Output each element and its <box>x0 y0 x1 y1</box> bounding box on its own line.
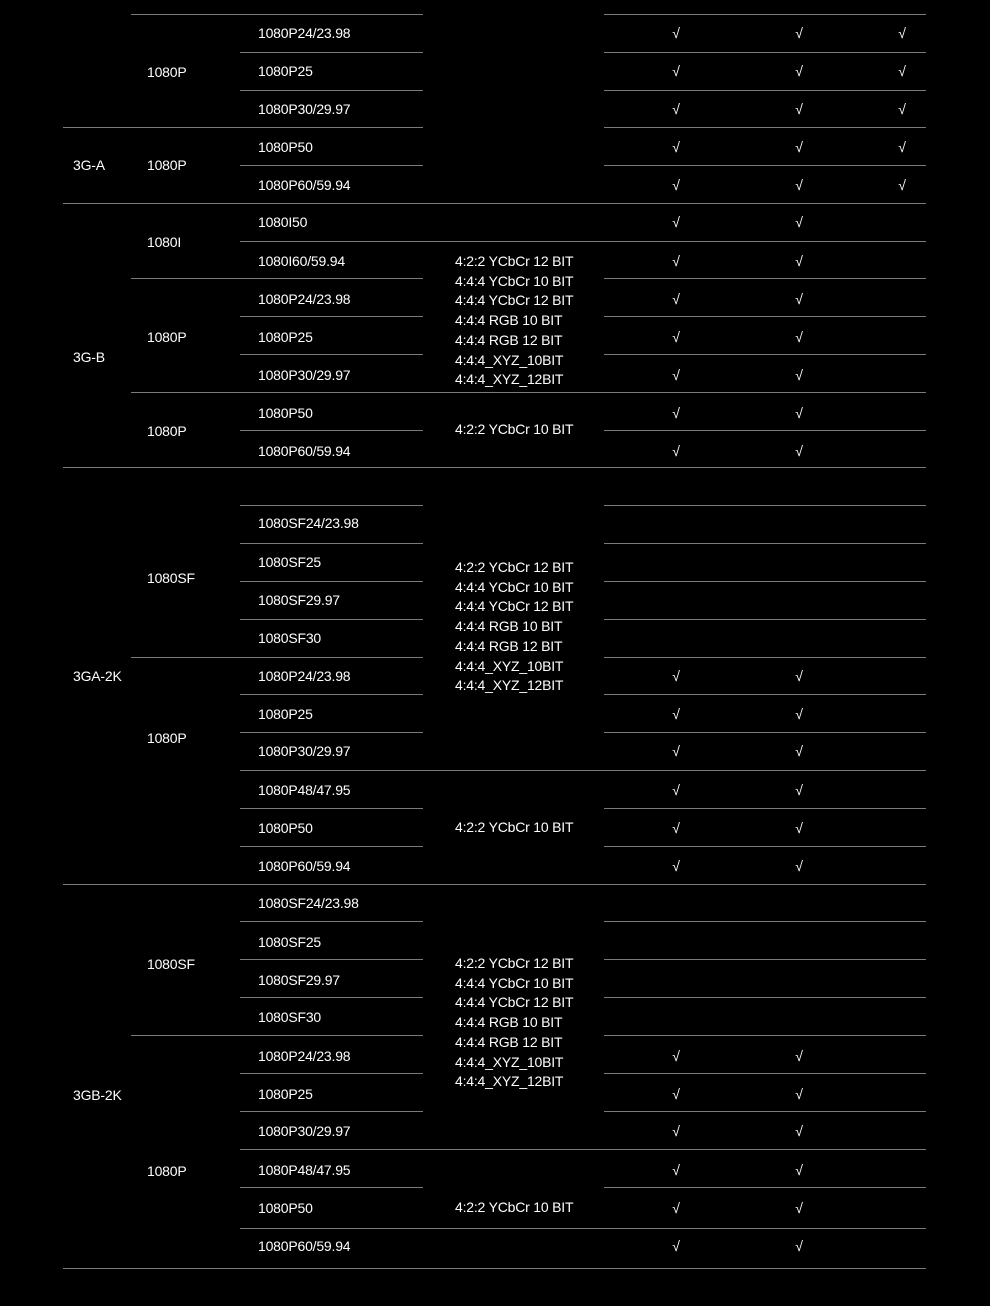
row-divider <box>240 997 423 998</box>
check-mark-icon: √ <box>795 367 803 383</box>
check-mark-icon: √ <box>672 1162 680 1178</box>
row-divider <box>240 959 423 960</box>
colorspace-line: 4:4:4 YCbCr 12 BIT <box>455 994 574 1011</box>
row-divider <box>604 52 926 53</box>
row-divider <box>604 505 926 506</box>
format-cell: 1080P30/29.97 <box>258 367 351 383</box>
row-divider <box>604 430 926 431</box>
format-cell: 1080P60/59.94 <box>258 177 351 193</box>
row-divider <box>604 127 926 128</box>
colorspace-line: 4:4:4 YCbCr 10 BIT <box>455 974 574 991</box>
colorspace-line: 4:2:2 YCbCr 12 BIT <box>455 253 574 269</box>
row-divider <box>240 354 423 355</box>
check-mark-icon: √ <box>672 782 680 798</box>
check-mark-icon: √ <box>672 1048 680 1064</box>
subgroup-label: 1080SF <box>147 956 195 972</box>
row-divider <box>240 694 423 695</box>
check-mark-icon: √ <box>795 1086 803 1102</box>
check-mark-icon: √ <box>672 405 680 421</box>
row-divider <box>604 278 926 279</box>
check-mark-icon: √ <box>898 25 906 41</box>
check-mark-icon: √ <box>795 177 803 193</box>
format-cell: 1080P50 <box>258 1200 313 1216</box>
check-mark-icon: √ <box>795 291 803 307</box>
format-cell: 1080P24/23.98 <box>258 668 351 684</box>
row-divider <box>131 278 423 279</box>
format-cell: 1080P30/29.97 <box>258 743 351 759</box>
subgroup-label: 1080P <box>147 64 187 80</box>
colorspace-line: 4:4:4 YCbCr 12 BIT <box>455 598 574 615</box>
check-mark-icon: √ <box>672 668 680 684</box>
check-mark-icon: √ <box>795 668 803 684</box>
check-mark-icon: √ <box>672 177 680 193</box>
format-cell: 1080SF29.97 <box>258 972 340 988</box>
row-divider <box>604 14 926 15</box>
group-label: 3G-A <box>73 157 105 173</box>
check-mark-icon: √ <box>795 1162 803 1178</box>
row-divider <box>604 1073 926 1074</box>
row-divider <box>604 959 926 960</box>
colorspace-line: 4:2:2 YCbCr 12 BIT <box>455 559 574 575</box>
check-mark-icon: √ <box>672 139 680 155</box>
check-mark-icon: √ <box>795 782 803 798</box>
check-mark-icon: √ <box>795 743 803 759</box>
subgroup-label: 1080P <box>147 423 187 439</box>
check-mark-icon: √ <box>672 1200 680 1216</box>
format-cell: 1080SF29.97 <box>258 592 340 608</box>
check-mark-icon: √ <box>672 63 680 79</box>
colorspace-line: 4:4:4 YCbCr 12 BIT <box>455 292 574 309</box>
row-divider <box>240 52 423 53</box>
row-divider <box>604 921 926 922</box>
check-mark-icon: √ <box>898 101 906 117</box>
row-divider <box>240 1228 926 1229</box>
row-divider <box>131 657 423 658</box>
format-cell: 1080SF25 <box>258 554 322 570</box>
check-mark-icon: √ <box>795 1123 803 1139</box>
row-divider <box>604 165 926 166</box>
colorspace-block <box>455 558 573 696</box>
group-label: 3G-B <box>73 349 105 365</box>
colorspace-line: 4:4:4_XYZ_12BIT <box>455 1073 564 1090</box>
colorspace-line: 4:4:4 RGB 12 BIT <box>455 331 563 348</box>
check-mark-icon: √ <box>672 1086 680 1102</box>
row-divider <box>131 392 926 393</box>
row-divider <box>63 203 926 204</box>
row-divider <box>604 997 926 998</box>
colorspace-block <box>455 954 573 1092</box>
check-mark-icon: √ <box>795 1200 803 1216</box>
check-mark-icon: √ <box>672 858 680 874</box>
check-mark-icon: √ <box>672 291 680 307</box>
subgroup-label: 1080SF <box>147 570 195 586</box>
row-divider <box>604 354 926 355</box>
row-divider <box>604 581 926 582</box>
colorspace-line: 4:2:2 YCbCr 10 BIT <box>455 1199 574 1215</box>
row-divider <box>63 884 926 885</box>
check-mark-icon: √ <box>672 443 680 459</box>
check-mark-icon: √ <box>795 214 803 230</box>
check-mark-icon: √ <box>795 25 803 41</box>
row-divider <box>240 921 423 922</box>
check-mark-icon: √ <box>672 214 680 230</box>
subgroup-label: 1080P <box>147 1163 187 1179</box>
colorspace-line: 4:4:4 RGB 10 BIT <box>455 1014 563 1031</box>
colorspace-block <box>455 252 573 390</box>
colorspace-line: 4:4:4 RGB 12 BIT <box>455 1033 563 1050</box>
format-cell: 1080P48/47.95 <box>258 782 351 798</box>
row-divider <box>131 1035 423 1036</box>
check-mark-icon: √ <box>672 820 680 836</box>
format-cell: 1080P30/29.97 <box>258 101 351 117</box>
colorspace-line: 4:4:4_XYZ_12BIT <box>455 371 564 388</box>
format-cell: 1080P25 <box>258 63 313 79</box>
check-mark-icon: √ <box>795 1048 803 1064</box>
row-divider <box>240 581 423 582</box>
row-divider <box>240 619 423 620</box>
format-cell: 1080SF30 <box>258 630 322 646</box>
row-divider <box>63 1268 926 1269</box>
row-divider <box>604 808 926 809</box>
check-mark-icon: √ <box>672 1123 680 1139</box>
row-divider <box>240 316 423 317</box>
format-cell: 1080P60/59.94 <box>258 1238 351 1254</box>
subgroup-label: 1080P <box>147 730 187 746</box>
colorspace-line: 4:4:4 RGB 10 BIT <box>455 618 563 635</box>
group-label: 3GA-2K <box>73 668 122 684</box>
row-divider <box>604 657 926 658</box>
format-cell: 1080P50 <box>258 405 313 421</box>
row-divider <box>240 241 926 242</box>
row-divider <box>240 732 423 733</box>
check-mark-icon: √ <box>795 443 803 459</box>
row-divider <box>240 1187 423 1188</box>
format-cell: 1080P60/59.94 <box>258 443 351 459</box>
row-divider <box>604 619 926 620</box>
row-divider <box>604 694 926 695</box>
format-cell: 1080P24/23.98 <box>258 291 351 307</box>
format-cell: 1080SF30 <box>258 1009 322 1025</box>
row-divider <box>240 1073 423 1074</box>
check-mark-icon: √ <box>672 367 680 383</box>
check-mark-icon: √ <box>795 405 803 421</box>
colorspace-line: 4:4:4 RGB 12 BIT <box>455 637 563 654</box>
row-divider <box>240 1149 926 1150</box>
format-cell: 1080P50 <box>258 139 313 155</box>
colorspace-line: 4:2:2 YCbCr 10 BIT <box>455 421 574 437</box>
format-cell: 1080P60/59.94 <box>258 858 351 874</box>
format-cell: 1080SF25 <box>258 934 322 950</box>
row-divider <box>604 1111 926 1112</box>
format-cell: 1080I50 <box>258 214 308 230</box>
check-mark-icon: √ <box>898 139 906 155</box>
subgroup-label: 1080I <box>147 234 182 250</box>
format-cell: 1080P50 <box>258 820 313 836</box>
check-mark-icon: √ <box>672 1238 680 1254</box>
check-mark-icon: √ <box>795 858 803 874</box>
format-cell: 1080P24/23.98 <box>258 1048 351 1064</box>
check-mark-icon: √ <box>795 706 803 722</box>
format-cell: 1080SF24/23.98 <box>258 515 359 531</box>
format-cell: 1080I60/59.94 <box>258 253 345 269</box>
check-mark-icon: √ <box>795 139 803 155</box>
check-mark-icon: √ <box>898 63 906 79</box>
row-divider <box>604 543 926 544</box>
check-mark-icon: √ <box>672 25 680 41</box>
check-mark-icon: √ <box>672 101 680 117</box>
row-divider <box>240 808 423 809</box>
format-cell: 1080P30/29.97 <box>258 1123 351 1139</box>
format-cell: 1080P25 <box>258 1086 313 1102</box>
row-divider <box>240 430 423 431</box>
subgroup-label: 1080P <box>147 329 187 345</box>
check-mark-icon: √ <box>795 820 803 836</box>
row-divider <box>240 770 926 771</box>
colorspace-block <box>455 818 573 838</box>
check-mark-icon: √ <box>795 253 803 269</box>
check-mark-icon: √ <box>795 329 803 345</box>
check-mark-icon: √ <box>672 706 680 722</box>
row-divider <box>240 90 423 91</box>
colorspace-line: 4:4:4 YCbCr 10 BIT <box>455 272 574 289</box>
check-mark-icon: √ <box>898 177 906 193</box>
format-cell: 1080P24/23.98 <box>258 25 351 41</box>
row-divider <box>240 165 423 166</box>
colorspace-line: 4:4:4_XYZ_12BIT <box>455 677 564 694</box>
colorspace-line: 4:2:2 YCbCr 12 BIT <box>455 955 574 971</box>
colorspace-block <box>455 420 573 440</box>
subgroup-label: 1080P <box>147 157 187 173</box>
row-divider <box>604 316 926 317</box>
row-divider <box>240 1111 423 1112</box>
row-divider <box>604 732 926 733</box>
check-mark-icon: √ <box>795 101 803 117</box>
check-mark-icon: √ <box>672 743 680 759</box>
format-cell: 1080SF24/23.98 <box>258 895 359 911</box>
row-divider <box>63 467 926 468</box>
colorspace-line: 4:2:2 YCbCr 10 BIT <box>455 819 574 835</box>
row-divider <box>240 505 423 506</box>
row-divider <box>63 127 423 128</box>
colorspace-block <box>455 1198 573 1218</box>
check-mark-icon: √ <box>672 253 680 269</box>
colorspace-line: 4:4:4 RGB 10 BIT <box>455 312 563 329</box>
colorspace-line: 4:4:4_XYZ_10BIT <box>455 657 564 674</box>
row-divider <box>604 1187 926 1188</box>
format-cell: 1080P25 <box>258 706 313 722</box>
colorspace-line: 4:4:4_XYZ_10BIT <box>455 1053 564 1070</box>
colorspace-line: 4:4:4_XYZ_10BIT <box>455 351 564 368</box>
format-cell: 1080P48/47.95 <box>258 1162 351 1178</box>
row-divider <box>131 14 423 15</box>
check-mark-icon: √ <box>795 1238 803 1254</box>
row-divider <box>240 846 423 847</box>
group-label: 3GB-2K <box>73 1087 122 1103</box>
row-divider <box>240 543 423 544</box>
check-mark-icon: √ <box>795 63 803 79</box>
format-cell: 1080P25 <box>258 329 313 345</box>
row-divider <box>604 90 926 91</box>
check-mark-icon: √ <box>672 329 680 345</box>
row-divider <box>604 1035 926 1036</box>
row-divider <box>604 846 926 847</box>
colorspace-line: 4:4:4 YCbCr 10 BIT <box>455 578 574 595</box>
